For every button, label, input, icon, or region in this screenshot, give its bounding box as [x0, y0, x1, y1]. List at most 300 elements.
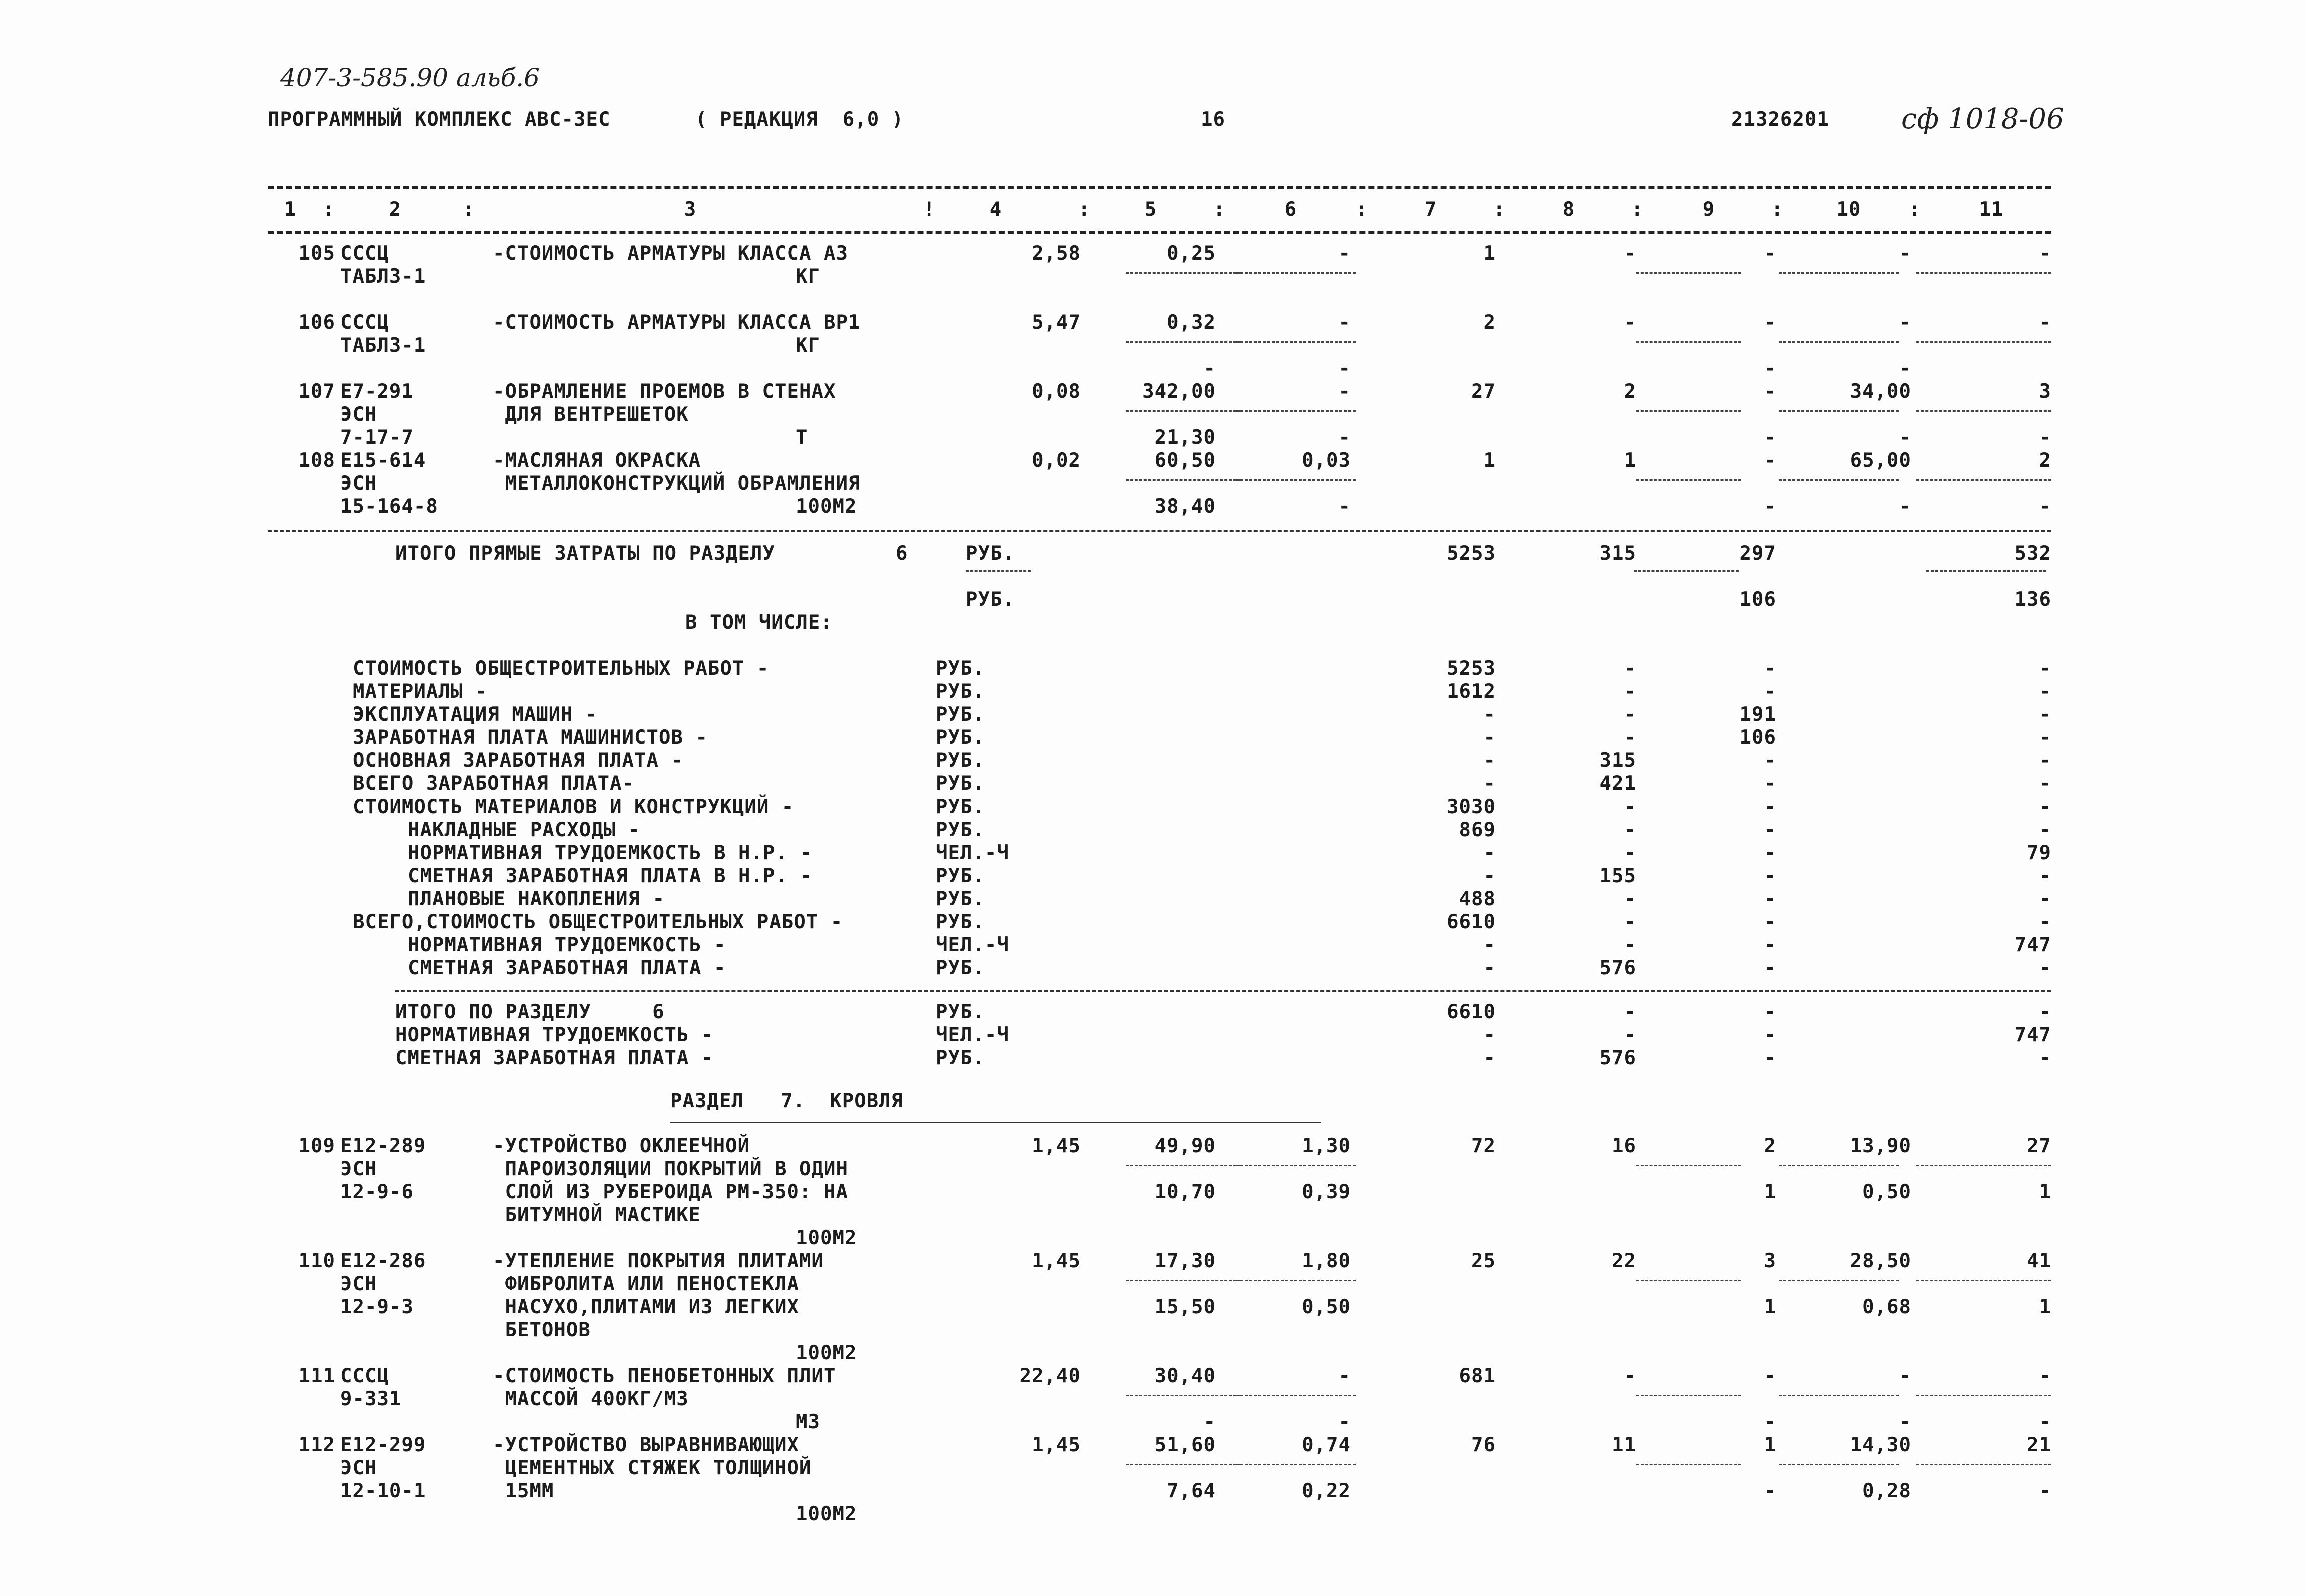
- cell-c9: 2: [1764, 1135, 1776, 1157]
- column-header-6: 6: [1284, 198, 1297, 221]
- cell-divider: [1126, 479, 1241, 481]
- cell-divider: [1916, 1395, 2051, 1396]
- cell-c9b: -: [1764, 495, 1776, 518]
- item-code: ТАБЛ3-1: [340, 265, 426, 288]
- breakdown-col7: -: [1483, 842, 1496, 864]
- cell-divider: [1236, 1464, 1356, 1465]
- breakdown-col11: -: [2039, 657, 2051, 680]
- cell-c6b: -: [1338, 495, 1351, 518]
- cell-c7: 25: [1471, 1250, 1496, 1272]
- cell-c7: 1: [1483, 449, 1496, 472]
- breakdown-unit: РУБ.: [936, 657, 985, 680]
- column-separator: :: [1213, 198, 1226, 221]
- cell-c11: -: [2039, 311, 2051, 334]
- breakdown-col7: -: [1483, 749, 1496, 772]
- breakdown-col9: -: [1764, 680, 1776, 703]
- column-separator: :: [1631, 198, 1644, 221]
- cell-c10: -: [1899, 1365, 1911, 1387]
- breakdown-label: ЭКСПЛУАТАЦИЯ МАШИН -: [353, 703, 598, 726]
- item-description: СЛОЙ ИЗ РУБЕРОИДА РМ-350: НА: [493, 1181, 848, 1203]
- cell-c4: 0,08: [1032, 380, 1081, 403]
- cell-c8: 16: [1612, 1135, 1636, 1157]
- total-direct-label: ИТОГО ПРЯМЫЕ ЗАТРАТЫ ПО РАЗДЕЛУ: [395, 542, 775, 565]
- cell-c6b: -: [1338, 426, 1351, 449]
- handwritten-signature: сф 1018-06: [1901, 103, 2064, 135]
- breakdown-label: СМЕТНАЯ ЗАРАБОТНАЯ ПЛАТА -: [408, 957, 726, 979]
- column-header-1: 1: [284, 198, 297, 221]
- cell-c4: 5,47: [1032, 311, 1081, 334]
- cell-divider: [1636, 1464, 1741, 1465]
- section-total-col7: 6610: [1447, 1001, 1496, 1023]
- total-direct-unit: РУБ.: [966, 542, 1015, 565]
- breakdown-col7: 6610: [1447, 911, 1496, 933]
- total-direct-unit-2: РУБ.: [966, 588, 1015, 611]
- cell-c5: 51,60: [1154, 1434, 1216, 1456]
- cell-c6: -: [1338, 311, 1351, 334]
- item-number: 109: [298, 1135, 335, 1157]
- item-code: ТАБЛ3-1: [340, 334, 426, 357]
- cell-c10: 65,00: [1850, 449, 1911, 472]
- breakdown-label: ВСЕГО,СТОИМОСТЬ ОБЩЕСТРОИТЕЛЬНЫХ РАБОТ -: [353, 911, 843, 933]
- breakdown-col7: 1612: [1447, 680, 1496, 703]
- cell-c5b: 10,70: [1154, 1181, 1216, 1203]
- breakdown-label: ПЛАНОВЫЕ НАКОПЛЕНИЯ -: [408, 888, 665, 910]
- breakdown-col11: -: [2039, 680, 2051, 703]
- breakdown-col8: -: [1624, 726, 1636, 749]
- cell-c11b: -: [2039, 1480, 2051, 1502]
- cell-c10: 34,00: [1850, 380, 1911, 403]
- cell-c10b: -: [1899, 426, 1911, 449]
- cell-divider: [1236, 1395, 1356, 1396]
- cell-c10: 13,90: [1850, 1135, 1911, 1157]
- cell-divider: [1126, 1464, 1241, 1465]
- breakdown-col11: 747: [2014, 934, 2051, 956]
- cell-divider: [1126, 1165, 1241, 1166]
- item-number: 110: [298, 1250, 335, 1272]
- cell-c10: -: [1899, 311, 1911, 334]
- underline: [966, 570, 1031, 572]
- item-unit: 100М2: [796, 495, 857, 518]
- cell-c8: 1: [1624, 449, 1636, 472]
- cell-c9: 1: [1764, 1434, 1776, 1456]
- column-header-4: 4: [989, 198, 1002, 221]
- item-unit: 100М2: [796, 1342, 857, 1364]
- breakdown-col11: -: [2039, 957, 2051, 979]
- cell-c6b: 0,39: [1302, 1181, 1351, 1203]
- item-code: 7-17-7: [340, 426, 414, 449]
- section-total-label: ИТОГО ПО РАЗДЕЛУ 6: [395, 1001, 665, 1023]
- item-description: -УСТРОЙСТВО ВЫРАВНИВАЮЩИХ: [493, 1434, 799, 1456]
- item-code: 12-9-6: [340, 1181, 414, 1203]
- cell-c4: 0,02: [1032, 449, 1081, 472]
- item-number: 105: [298, 242, 335, 265]
- edition-label: ( РЕДАКЦИЯ 6,0 ): [695, 108, 904, 131]
- cell-c11b: -: [2039, 495, 2051, 518]
- item-code: СССЦ: [340, 311, 389, 334]
- cell-c11: 27: [2027, 1135, 2051, 1157]
- cell-divider: [1636, 341, 1741, 343]
- section-total-unit: РУБ.: [936, 1047, 985, 1069]
- column-separator: :: [1493, 198, 1506, 221]
- total-direct-col7: 5253: [1447, 542, 1496, 565]
- item-code: Е12-286: [340, 1250, 426, 1272]
- cell-c5: 0,32: [1167, 311, 1216, 334]
- cell-divider: [1779, 1165, 1899, 1166]
- total-direct-col11-labor: 136: [2014, 588, 2051, 611]
- column-separator: !: [923, 198, 936, 221]
- breakdown-label: НОРМАТИВНАЯ ТРУДОЕМКОСТЬ -: [408, 934, 726, 956]
- cell-c11: -: [2039, 1365, 2051, 1387]
- breakdown-col11: -: [2039, 795, 2051, 818]
- cell-c8: 11: [1612, 1434, 1636, 1456]
- section-total-col9: -: [1764, 1024, 1776, 1046]
- section-total-unit: РУБ.: [936, 1001, 985, 1023]
- item-code: Е7-291: [340, 380, 414, 403]
- item-description: 15ММ: [493, 1480, 554, 1502]
- cell-c5: 49,90: [1154, 1135, 1216, 1157]
- section-total-col9: -: [1764, 1001, 1776, 1023]
- breakdown-label: НОРМАТИВНАЯ ТРУДОЕМКОСТЬ В Н.Р. -: [408, 842, 812, 864]
- cell-divider: [1916, 1165, 2051, 1166]
- breakdown-col11: -: [2039, 865, 2051, 887]
- item-description: НАСУХО,ПЛИТАМИ ИЗ ЛЕГКИХ: [493, 1296, 799, 1318]
- cell-divider: [1916, 341, 2051, 343]
- cell-divider: [1779, 341, 1899, 343]
- section-divider-rule: [395, 990, 2051, 992]
- cell-c9: -: [1764, 380, 1776, 403]
- cell-c5: 17,30: [1154, 1250, 1216, 1272]
- program-title: ПРОГРАММНЫЙ КОМПЛЕКС АВС-ЗЕС: [268, 108, 611, 131]
- breakdown-col9: -: [1764, 911, 1776, 933]
- total-direct-col9-labor: 106: [1739, 588, 1776, 611]
- breakdown-unit: РУБ.: [936, 819, 985, 841]
- cell-divider: [1236, 1280, 1356, 1281]
- cell-c4: 1,45: [1032, 1434, 1081, 1456]
- cell-divider: [1916, 1464, 2051, 1465]
- cell-divider: [1236, 1165, 1356, 1166]
- cell-c6: 0,74: [1302, 1434, 1351, 1456]
- item-unit: КГ: [796, 334, 820, 357]
- breakdown-col9: -: [1764, 749, 1776, 772]
- breakdown-unit: РУБ.: [936, 865, 985, 887]
- breakdown-col7: -: [1483, 865, 1496, 887]
- breakdown-unit: РУБ.: [936, 772, 985, 795]
- breakdown-col8: 576: [1599, 957, 1636, 979]
- underline: [1926, 570, 2046, 572]
- header-bottom-rule: [268, 231, 2051, 234]
- breakdown-col11: -: [2039, 911, 2051, 933]
- cell-c6: 1,30: [1302, 1135, 1351, 1157]
- cell-divider: [1126, 1395, 1241, 1396]
- cell-c11b: -: [2039, 1411, 2051, 1433]
- cell-c7: 76: [1471, 1434, 1496, 1456]
- breakdown-col9: -: [1764, 842, 1776, 864]
- cell-divider: [1126, 272, 1241, 274]
- cell-c9b: 1: [1764, 1296, 1776, 1318]
- cell-c7: 1: [1483, 242, 1496, 265]
- column-header-10: 10: [1836, 198, 1861, 221]
- breakdown-col9: -: [1764, 934, 1776, 956]
- cell-c6b: 0,22: [1302, 1480, 1351, 1502]
- item-code: СССЦ: [340, 1365, 389, 1387]
- cell-c7: 2: [1483, 311, 1496, 334]
- item-code: СССЦ: [340, 242, 389, 265]
- cell-divider: [1779, 1464, 1899, 1465]
- item-description: БИТУМНОЙ МАСТИКЕ: [493, 1204, 701, 1226]
- cell-divider: [1916, 1280, 2051, 1281]
- breakdown-col7: 5253: [1447, 657, 1496, 680]
- cell-divider: [1916, 272, 2051, 274]
- cell-c10b: -: [1899, 495, 1911, 518]
- cell-c7: 27: [1471, 380, 1496, 403]
- section-total-col11: -: [2039, 1001, 2051, 1023]
- column-separator: :: [1909, 198, 1921, 221]
- item-unit: 100М2: [796, 1503, 857, 1525]
- cell-c5b: -: [1203, 357, 1216, 380]
- cell-divider: [1779, 479, 1899, 481]
- cell-divider: [1779, 1395, 1899, 1396]
- item-code: 15-164-8: [340, 495, 438, 518]
- cell-c8: -: [1624, 242, 1636, 265]
- item-code: ЭСН: [340, 1273, 377, 1295]
- item-description: ЦЕМЕНТНЫХ СТЯЖЕК ТОЛЩИНОЙ: [493, 1457, 812, 1479]
- column-header-8: 8: [1562, 198, 1575, 221]
- cell-divider: [1236, 410, 1356, 412]
- item-description: -СТОИМОСТЬ АРМАТУРЫ КЛАССА ВР1: [493, 311, 861, 334]
- cell-c6: -: [1338, 242, 1351, 265]
- cell-c10: -: [1899, 242, 1911, 265]
- cell-c11: 3: [2039, 380, 2051, 403]
- breakdown-label: НАКЛАДНЫЕ РАСХОДЫ -: [408, 819, 641, 841]
- item-unit: М3: [796, 1411, 820, 1433]
- item-description: БЕТОНОВ: [493, 1319, 591, 1341]
- cell-c6: -: [1338, 1365, 1351, 1387]
- item-description: ДЛЯ ВЕНТРЕШЕТОК: [493, 403, 689, 426]
- item-description: МЕТАЛЛОКОНСТРУКЦИЙ ОБРАМЛЕНИЯ: [493, 472, 861, 495]
- cell-c9b: 1: [1764, 1181, 1776, 1203]
- column-header-11: 11: [1979, 198, 2004, 221]
- item-code: Е12-299: [340, 1434, 426, 1456]
- column-header-3: 3: [684, 198, 697, 221]
- section-heading: РАЗДЕЛ 7. КРОВЛЯ: [670, 1090, 904, 1112]
- section-total-col7: -: [1483, 1047, 1496, 1069]
- breakdown-unit: ЧЕЛ.-Ч: [936, 842, 1009, 864]
- section-total-col11: -: [2039, 1047, 2051, 1069]
- cell-c4: 1,45: [1032, 1135, 1081, 1157]
- section-total-label: СМЕТНАЯ ЗАРАБОТНАЯ ПЛАТА -: [395, 1047, 714, 1069]
- item-description: -УТЕПЛЕНИЕ ПОКРЫТИЯ ПЛИТАМИ: [493, 1250, 824, 1272]
- breakdown-col8: -: [1624, 842, 1636, 864]
- breakdown-unit: РУБ.: [936, 703, 985, 726]
- cell-c10: 14,30: [1850, 1434, 1911, 1456]
- cell-c8: 22: [1612, 1250, 1636, 1272]
- column-separator: :: [1356, 198, 1368, 221]
- breakdown-col7: -: [1483, 703, 1496, 726]
- cell-c10b: 0,50: [1862, 1181, 1911, 1203]
- breakdown-col9: -: [1764, 772, 1776, 795]
- cell-c7: 72: [1471, 1135, 1496, 1157]
- breakdown-col7: -: [1483, 772, 1496, 795]
- item-code: ЭСН: [340, 1158, 377, 1180]
- breakdown-col9: 106: [1739, 726, 1776, 749]
- breakdown-col11: -: [2039, 888, 2051, 910]
- cell-c5b: 7,64: [1167, 1480, 1216, 1502]
- cell-c11: 2: [2039, 449, 2051, 472]
- cell-c8: 2: [1624, 380, 1636, 403]
- breakdown-col8: -: [1624, 934, 1636, 956]
- cell-divider: [1236, 479, 1356, 481]
- item-number: 106: [298, 311, 335, 334]
- breakdown-col11: 79: [2027, 842, 2051, 864]
- breakdown-col8: -: [1624, 657, 1636, 680]
- cell-c6: -: [1338, 380, 1351, 403]
- cell-divider: [1236, 341, 1356, 343]
- cell-c9: -: [1764, 311, 1776, 334]
- breakdown-unit: РУБ.: [936, 795, 985, 818]
- item-code: ЭСН: [340, 1457, 377, 1479]
- underline: [1634, 570, 1739, 572]
- page-number: 16: [1201, 108, 1225, 131]
- cell-c9: 3: [1764, 1250, 1776, 1272]
- item-code: Е15-614: [340, 449, 426, 472]
- cell-c6b: 0,50: [1302, 1296, 1351, 1318]
- cell-c5b: 21,30: [1154, 426, 1216, 449]
- breakdown-col9: 191: [1739, 703, 1776, 726]
- cell-c4: 1,45: [1032, 1250, 1081, 1272]
- cell-c9b: -: [1764, 426, 1776, 449]
- total-direct-col8: 315: [1599, 542, 1636, 565]
- breakdown-label: ОСНОВНАЯ ЗАРАБОТНАЯ ПЛАТА -: [353, 749, 683, 772]
- breakdown-col7: -: [1483, 934, 1496, 956]
- section-total-unit: ЧЕЛ.-Ч: [936, 1024, 1009, 1046]
- cell-c9b: -: [1764, 357, 1776, 380]
- document-code: 21326201: [1731, 108, 1829, 131]
- cell-c9b: -: [1764, 1480, 1776, 1502]
- breakdown-col9: -: [1764, 888, 1776, 910]
- breakdown-col11: -: [2039, 772, 2051, 795]
- breakdown-unit: РУБ.: [936, 911, 985, 933]
- breakdown-col8: -: [1624, 888, 1636, 910]
- column-header-7: 7: [1424, 198, 1437, 221]
- item-description: ФИБРОЛИТА ИЛИ ПЕНОСТЕКЛА: [493, 1273, 799, 1295]
- cell-c6: 1,80: [1302, 1250, 1351, 1272]
- breakdown-col7: 869: [1459, 819, 1496, 841]
- item-code: Е12-289: [340, 1135, 426, 1157]
- album-reference: 407-3-585.90 альб.6: [280, 63, 540, 92]
- section-total-col8: 576: [1599, 1047, 1636, 1069]
- cell-c8: -: [1624, 311, 1636, 334]
- column-separator: :: [323, 198, 335, 221]
- cell-divider: [1916, 479, 2051, 481]
- breakdown-col9: -: [1764, 657, 1776, 680]
- item-unit: Т: [796, 426, 808, 449]
- item-code: 9-331: [340, 1388, 402, 1410]
- cell-c9: -: [1764, 449, 1776, 472]
- item-code: 12-9-3: [340, 1296, 414, 1318]
- cell-divider: [1916, 410, 2051, 412]
- cell-c11b: 1: [2039, 1296, 2051, 1318]
- item-number: 111: [298, 1365, 335, 1387]
- column-separator: :: [463, 198, 475, 221]
- column-separator: :: [1771, 198, 1784, 221]
- breakdown-col9: -: [1764, 795, 1776, 818]
- breakdown-col8: -: [1624, 703, 1636, 726]
- item-description: МАССОЙ 400КГ/М3: [493, 1388, 689, 1410]
- cell-c11: 41: [2027, 1250, 2051, 1272]
- item-number: 112: [298, 1434, 335, 1456]
- item-number: 107: [298, 380, 335, 403]
- section-total-col8: -: [1624, 1001, 1636, 1023]
- cell-c10b: 0,68: [1862, 1296, 1911, 1318]
- total-direct-col11: 532: [2014, 542, 2051, 565]
- cell-c10b: -: [1899, 1411, 1911, 1433]
- cell-divider: [1636, 1280, 1741, 1281]
- section-total-col8: -: [1624, 1024, 1636, 1046]
- breakdown-unit: РУБ.: [936, 680, 985, 703]
- item-description: -МАСЛЯНАЯ ОКРАСКА: [493, 449, 701, 472]
- section-total-col9: -: [1764, 1047, 1776, 1069]
- breakdown-unit: РУБ.: [936, 957, 985, 979]
- cell-c9: -: [1764, 242, 1776, 265]
- breakdown-label: ЗАРАБОТНАЯ ПЛАТА МАШИНИСТОВ -: [353, 726, 708, 749]
- header-top-rule: [268, 186, 2051, 189]
- column-header-5: 5: [1144, 198, 1157, 221]
- column-header-9: 9: [1702, 198, 1715, 221]
- column-separator: :: [1078, 198, 1091, 221]
- total-direct-section: 6: [896, 542, 908, 565]
- cell-divider: [1236, 272, 1356, 274]
- breakdown-col7: -: [1483, 726, 1496, 749]
- cell-c11b: 1: [2039, 1181, 2051, 1203]
- item-description: -СТОИМОСТЬ ПЕНОБЕТОННЫХ ПЛИТ: [493, 1365, 836, 1387]
- total-direct-col9: 297: [1739, 542, 1776, 565]
- cell-c4: 22,40: [1019, 1365, 1081, 1387]
- breakdown-label: СТОИМОСТЬ МАТЕРИАЛОВ И КОНСТРУКЦИЙ -: [353, 795, 794, 818]
- cell-c11: -: [2039, 242, 2051, 265]
- cell-c5: 342,00: [1142, 380, 1216, 403]
- breakdown-col11: -: [2039, 749, 2051, 772]
- cell-divider: [1126, 341, 1241, 343]
- cell-c5b: 15,50: [1154, 1296, 1216, 1318]
- cell-c11b: -: [2039, 426, 2051, 449]
- cell-divider: [1779, 410, 1899, 412]
- breakdown-col11: -: [2039, 703, 2051, 726]
- breakdown-unit: ЧЕЛ.-Ч: [936, 934, 1009, 956]
- section-total-label: НОРМАТИВНАЯ ТРУДОЕМКОСТЬ -: [395, 1024, 714, 1046]
- cell-c9: -: [1764, 1365, 1776, 1387]
- item-code: ЭСН: [340, 472, 377, 495]
- breakdown-col9: -: [1764, 957, 1776, 979]
- item-number: 108: [298, 449, 335, 472]
- cell-c5b: 38,40: [1154, 495, 1216, 518]
- cell-c4: 2,58: [1032, 242, 1081, 265]
- cell-divider: [1779, 272, 1899, 274]
- cell-divider: [1126, 1280, 1241, 1281]
- section-total-col11: 747: [2014, 1024, 2051, 1046]
- cell-c5: 30,40: [1154, 1365, 1216, 1387]
- breakdown-col8: -: [1624, 911, 1636, 933]
- breakdown-col8: 421: [1599, 772, 1636, 795]
- cell-divider: [1126, 410, 1241, 412]
- item-unit: 100М2: [796, 1227, 857, 1249]
- breakdown-col8: 315: [1599, 749, 1636, 772]
- breakdown-unit: РУБ.: [936, 888, 985, 910]
- cell-divider: [1636, 1395, 1741, 1396]
- section-heading-underline: [670, 1121, 1321, 1126]
- item-description: -СТОИМОСТЬ АРМАТУРЫ КЛАССА А3: [493, 242, 848, 265]
- item-description: -УСТРОЙСТВО ОКЛЕЕЧНОЙ: [493, 1135, 750, 1157]
- breakdown-label: ВСЕГО ЗАРАБОТНАЯ ПЛАТА-: [353, 772, 635, 795]
